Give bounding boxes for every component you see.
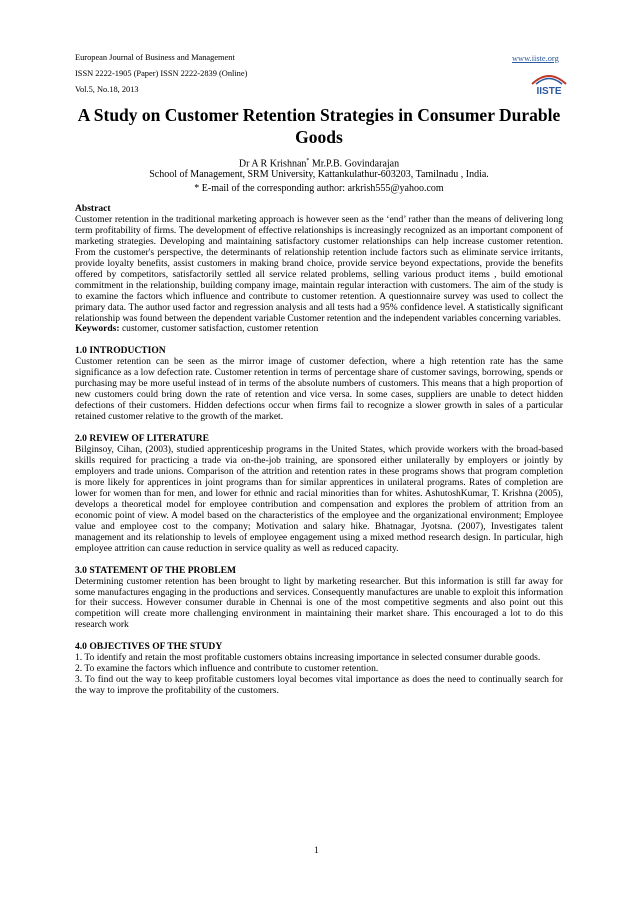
- author-1: Dr A R Krishnan: [238, 158, 307, 170]
- abstract-heading: Abstract: [75, 203, 111, 214]
- section-heading-objectives: 4.0 OBJECTIVES OF THE STUDY: [75, 641, 223, 653]
- section-heading-problem: 3.0 STATEMENT OF THE PROBLEM: [75, 564, 236, 576]
- logo-text: IISTE: [536, 86, 562, 96]
- corresponding-email: * E-mail of the corresponding author: arkrish555@yahoo.com: [194, 183, 444, 194]
- paper-body: [75, 204, 563, 697]
- section-heading-literature: 2.0 REVIEW OF LITERATURE: [75, 433, 210, 445]
- objective-item: 3. To find out the way to keep profitable customers loyal becomes vital importance as does the need to continually search for the way to improve the profitability of the customers.: [75, 674, 563, 697]
- author-mark: *: [306, 158, 310, 164]
- section-text-problem: Determining customer retention has been brought to light by marketing researcher. But this information is still far away for some manufactures engaging in the productions and services. Consequently manufactures are unable to exploit this information for their success. However consumer durable in Chennai is one of the most competitive segments and also point out this competition will create more challenging environment in maintaining their market share. This encouraged a lot to do this research work: [75, 575, 563, 631]
- volume-line: Vol.5, No.18, 2013: [75, 85, 139, 94]
- section-text-introduction: Customer retention can be seen as the mirror image of customer defection, where a high retention rate has the same significance as a low defection rate. Customer retention in terms of percentage share of customer savings, borrowing, spends or purchasing may be more useful instead of in terms of the absolute numbers of customers. This means that a high proportion of new customers could bring down the rate of retention and vice versa. In some cases, suppliers are unable to detect hidden defections of their customers. Hidden defections occur when firms fail to recognize a slower growth in sales of a particular retained customer relative to the growth of the market.: [75, 356, 563, 423]
- journal-name: European Journal of Business and Management: [75, 53, 235, 62]
- keywords-label: Keywords:: [75, 323, 120, 335]
- page-number: 1: [314, 846, 319, 856]
- section-heading-introduction: 1.0 INTRODUCTION: [75, 345, 166, 357]
- journal-url-link[interactable]: www.iiste.org: [512, 54, 559, 63]
- objective-item: 2. To examine the factors which influence and contribute to customer retention.: [75, 663, 379, 675]
- abstract-text: Customer retention in the traditional marketing approach is however seen as the ‘end’ rather than the means of delivering long term profitability of firms. The development of effective relationships is increasingly recognized as an important component of marketing strategies. Developing and maintaining satisfactory customer relationships can help increase customer retention. From the customer's perspective, the determinants of relationship retention include factors such as eliminate service irritants, provide loyalty benefits, assist customers in making brand choice, provide service beyond expectations, provide the benefits offered by competitors, satisfactorily settled all service related problems, selling various product items , build emotional commitment in the relationship, building company image, maintain regular interaction with customers. The aim of the study is to examine the factors which influence and contribute to customer retention. A questionnaire survey was used to collect the primary data. The author used factor and regression analysis and all tests had a 95% confidence level. A statistically significant relationship was found between the dependent variable Customer retention and the independent variables concerning variables.: [75, 213, 563, 324]
- iiste-logo-icon: [528, 70, 570, 96]
- paper-title: A Study on Customer Retention Strategies in Consumer Durable Goods: [77, 105, 561, 147]
- keywords: [75, 324, 563, 335]
- keywords-text: customer, customer satisfaction, customer retention: [121, 323, 319, 335]
- objective-item: 1. To identify and retain the most profitable customers obtains increasing importance in selected consumer durable goods.: [75, 652, 541, 664]
- issn-line: ISSN 2222-1905 (Paper) ISSN 2222-2839 (Online): [75, 69, 248, 78]
- author-2: Mr.P.B. Govindarajan: [309, 158, 400, 170]
- section-text-literature: Bilginsoy, Cihan, (2003), studied apprenticeship programs in the United States, which provide workers with the broad-based skills required for practicing a trade via on-the-job training, are sponsored either unilaterally by employers or jointly by employers and trade unions. Comparison of the attrition and retention rates in these programs shows that program completion is more likely for apprentices in joint programs than for similar apprentices in unilateral programs. Rates of completion are lower for women than for men, and lower for ethnic and racial minorities than for whites. AshutoshKumar, T. Krishna (2005), develops a theoretical model for employee contribution and compensation and explores the problem of attrition from an economic point of view. A model based on the characteristics of the employee and the organizational environment; Employee value and employee cost to the company; Motivation and salary hike. Bhatnagar, Jyotsna. (2007), Investigates talent management and its relationship to levels of employee engagement using a mixed method research design. In particular, high employee attrition can cause reduction in service quality as well as reduced capacity.: [75, 444, 563, 554]
- affiliation: School of Management, SRM University, Kattankulathur-603203, Tamilnadu , India.: [149, 169, 489, 180]
